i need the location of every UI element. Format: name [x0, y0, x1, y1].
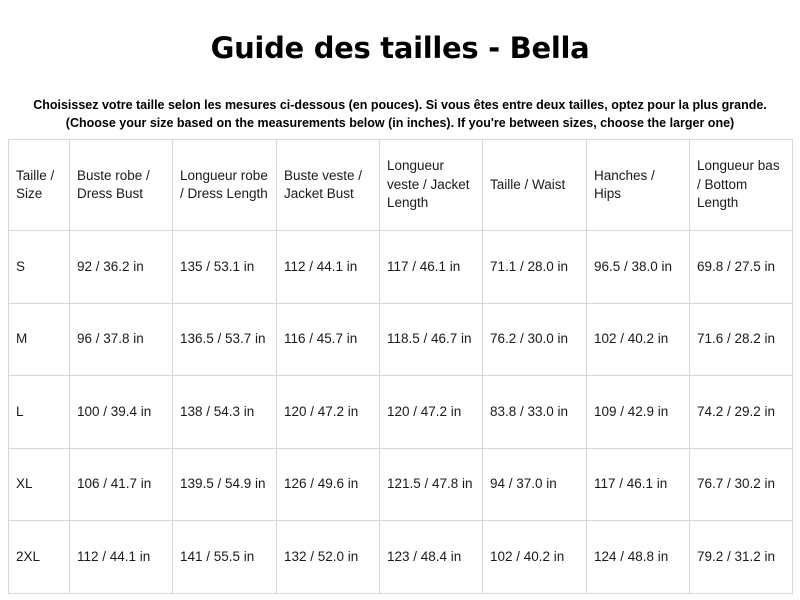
cell-dress-bust: 106 / 41.7 in — [70, 448, 173, 521]
cell-size: S — [9, 231, 70, 304]
table-header-row — [9, 140, 793, 231]
cell-bottom-length: 79.2 / 31.2 in — [690, 521, 793, 594]
cell-dress-length: 141 / 55.5 in — [173, 521, 277, 594]
cell-waist: 94 / 37.0 in — [483, 448, 587, 521]
cell-bottom-length: 69.8 / 27.5 in — [690, 231, 793, 304]
header-size: Taille / Size — [9, 140, 70, 231]
cell-jacket-bust: 112 / 44.1 in — [277, 231, 380, 304]
header-jacket-bust: Buste veste / Jacket Bust — [277, 140, 380, 231]
instructions — [0, 96, 800, 132]
header-dress-length: Longueur robe / Dress Length — [173, 140, 277, 231]
cell-jacket-bust: 120 / 47.2 in — [277, 376, 380, 449]
cell-dress-bust: 96 / 37.8 in — [70, 303, 173, 376]
cell-waist: 83.8 / 33.0 in — [483, 376, 587, 449]
cell-size: L — [9, 376, 70, 449]
cell-dress-bust: 92 / 36.2 in — [70, 231, 173, 304]
cell-jacket-length: 120 / 47.2 in — [380, 376, 483, 449]
cell-dress-bust: 100 / 39.4 in — [70, 376, 173, 449]
cell-size: M — [9, 303, 70, 376]
instructions-english: (Choose your size based on the measurements below (in inches). If you're between sizes, choose the larger one) — [65, 116, 735, 130]
size-table — [8, 139, 793, 594]
cell-waist: 71.1 / 28.0 in — [483, 231, 587, 304]
cell-dress-length: 139.5 / 54.9 in — [173, 448, 277, 521]
cell-dress-bust: 112 / 44.1 in — [70, 521, 173, 594]
cell-hips: 124 / 48.8 in — [587, 521, 690, 594]
cell-dress-length: 138 / 54.3 in — [173, 376, 277, 449]
table-row-m — [9, 303, 793, 376]
cell-jacket-length: 117 / 46.1 in — [380, 231, 483, 304]
header-dress-bust: Buste robe / Dress Bust — [70, 140, 173, 231]
cell-jacket-length: 123 / 48.4 in — [380, 521, 483, 594]
cell-waist: 102 / 40.2 in — [483, 521, 587, 594]
page-title: Guide des tailles - Bella — [210, 31, 590, 65]
table-row-s — [9, 231, 793, 304]
cell-jacket-bust: 116 / 45.7 in — [277, 303, 380, 376]
cell-jacket-length: 118.5 / 46.7 in — [380, 303, 483, 376]
header-hips: Hanches / Hips — [587, 140, 690, 231]
cell-jacket-bust: 132 / 52.0 in — [277, 521, 380, 594]
table-row-2xl — [9, 521, 793, 594]
cell-bottom-length: 76.7 / 30.2 in — [690, 448, 793, 521]
cell-dress-length: 135 / 53.1 in — [173, 231, 277, 304]
table-row-xl — [9, 448, 793, 521]
header-waist: Taille / Waist — [483, 140, 587, 231]
cell-hips: 96.5 / 38.0 in — [587, 231, 690, 304]
cell-waist: 76.2 / 30.0 in — [483, 303, 587, 376]
cell-hips: 102 / 40.2 in — [587, 303, 690, 376]
cell-jacket-bust: 126 / 49.6 in — [277, 448, 380, 521]
cell-hips: 117 / 46.1 in — [587, 448, 690, 521]
table-row-l — [9, 376, 793, 449]
header-bottom-length: Longueur bas / Bottom Length — [690, 140, 793, 231]
cell-hips: 109 / 42.9 in — [587, 376, 690, 449]
cell-jacket-length: 121.5 / 47.8 in — [380, 448, 483, 521]
cell-dress-length: 136.5 / 53.7 in — [173, 303, 277, 376]
instructions-french: Choisissez votre taille selon les mesures ci-dessous (en pouces). Si vous êtes entre deux tailles, optez pour la plus grande. — [33, 98, 767, 112]
cell-size: XL — [9, 448, 70, 521]
cell-bottom-length: 71.6 / 28.2 in — [690, 303, 793, 376]
cell-bottom-length: 74.2 / 29.2 in — [690, 376, 793, 449]
cell-size: 2XL — [9, 521, 70, 594]
header-jacket-length: Longueur veste / Jacket Length — [380, 140, 483, 231]
